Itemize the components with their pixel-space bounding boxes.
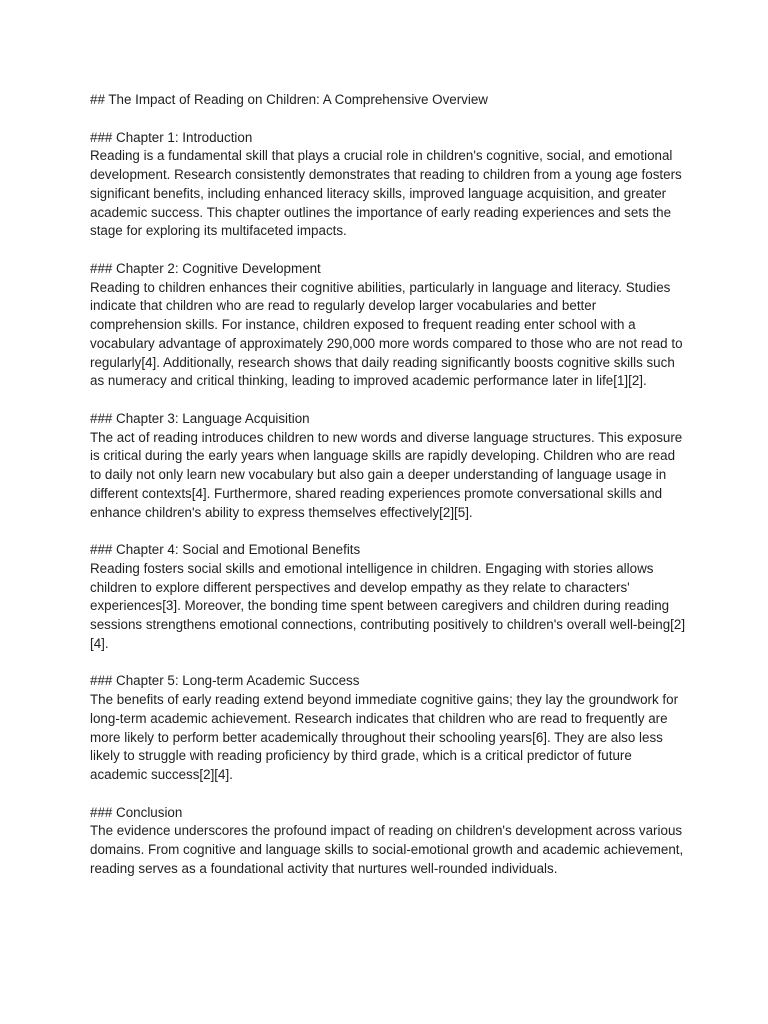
section-chapter-1 <box>90 129 686 242</box>
section-body: The benefits of early reading extend beyond immediate cognitive gains; they lay the groundwork for long-term academic achievement. Research indicates that children who are read to frequently are more likely to perform better academically throughout their schooling years[6]. They are also less likely to struggle with reading proficiency by third grade, which is a critical predictor of future academic success[2][4]. <box>90 692 679 782</box>
section-chapter-4 <box>90 541 686 654</box>
section-chapter-2 <box>90 260 686 391</box>
section-heading: ### Chapter 4: Social and Emotional Benefits <box>90 542 361 557</box>
section-chapter-5 <box>90 672 686 785</box>
section-body: The evidence underscores the profound impact of reading on children's development across various domains. From cognitive and language skills to social-emotional growth and academic achievement, reading serves as a foundational activity that nurtures well-rounded individuals. <box>90 823 684 876</box>
section-body: The act of reading introduces children to new words and diverse language structures. This exposure is critical during the early years when language skills are rapidly developing. Children who are read to daily not only learn new vocabulary but also gain a deeper understanding of language usage in different contexts[4]. Furthermore, shared reading experiences promote conversational skills and enhance children's ability to express themselves effectively[2][5]. <box>90 429 683 520</box>
section-body: Reading fosters social skills and emotional intelligence in children. Engaging with stories allows children to explore different perspectives and develop empathy as they relate to characters' experiences[3]. Moreover, the bonding time spent between caregivers and children during reading sessions strengthens emotional connections, contributing positively to children's overall well-being[2][4]. <box>90 560 686 651</box>
section-conclusion <box>90 804 686 879</box>
section-heading: ### Chapter 1: Introduction <box>90 129 253 145</box>
section-heading: ### Chapter 2: Cognitive Development <box>90 260 321 276</box>
section-heading: ### Chapter 5: Long-term Academic Success <box>90 673 360 689</box>
document-page <box>90 91 686 897</box>
section-heading: ### Chapter 3: Language Acquisition <box>90 410 310 426</box>
section-body: Reading is a fundamental skill that plays a crucial role in children's cognitive, social, and emotional development. Research consistently demonstrates that reading to children from a young age fosters significant benefits, including enhanced literacy skills, improved language acquisition, and greater academic success. This chapter outlines the importance of early reading experiences and sets the stage for exploring its multifaceted impacts. <box>90 148 682 239</box>
section-heading: ### Conclusion <box>90 804 183 820</box>
section-body: Reading to children enhances their cognitive abilities, particularly in language and literacy. Studies indicate that children who are read to regularly develop larger vocabularies and better comprehension skills. For instance, children exposed to frequent reading enter school with a vocabulary advantage of approximately 290,000 more words compared to those who are not read to regularly[4]. Additionally, research shows that daily reading significantly boosts cognitive skills such as numeracy and critical thinking, leading to improved academic performance later in life[1][2]. <box>90 279 683 389</box>
section-chapter-3 <box>90 410 686 523</box>
document-title: ## The Impact of Reading on Children: A Comprehensive Overview <box>90 92 488 107</box>
